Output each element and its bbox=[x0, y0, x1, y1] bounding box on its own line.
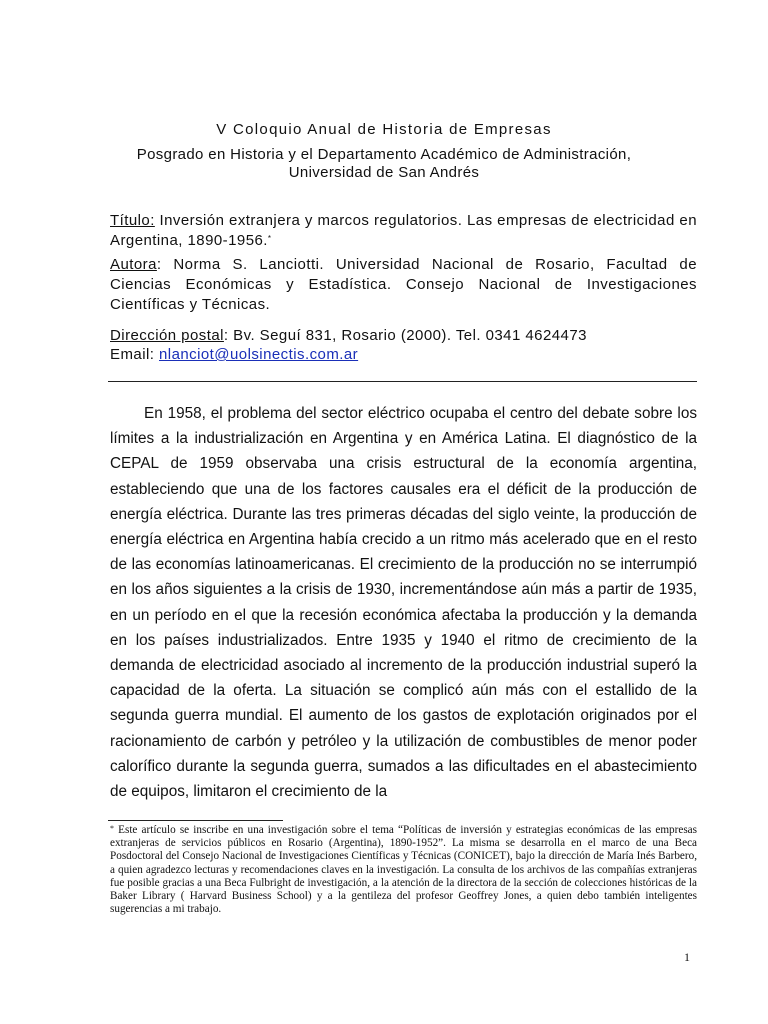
email-label: Email: bbox=[110, 346, 159, 363]
page-number: 1 bbox=[684, 950, 690, 964]
email-link[interactable]: nlanciot@uolsinectis.com.ar bbox=[159, 346, 359, 363]
body-paragraph: En 1958, el problema del sector eléctrico ocupaba el centro del debate sobre los límites a la industrialización en Argentina y en América Latina. El diagnóstico de la CEPAL de 1959 observaba una crisis estructural de la economía argentina, estableciendo que una de los factores causales era el déficit de la producción de energía eléctrica. Durante las tres primeras décadas del siglo veinte, la producción de energía eléctrica en Argentina había crecido a un ritmo más acelerado que en el resto de las economías latinoamericanas. El crecimiento de la producción no se interrumpió en los años siguientes a la crisis de 1930, incrementándose aún más a partir de 1935, en un período en el que la recesión económica afectaba la producción y la demanda en los países industrializados. Entre 1935 y 1940 el ritmo de crecimiento de la demanda de electricidad asociado al incremento de la producción industrial superó la capacidad de la oferta. La situación se complicó aún más con el estallido de la segunda guerra mundial. El aumento de los gastos de explotación originados por el racionamiento de carbón y petróleo y la utilización de combustibles de menor poder calorífico durante la segunda guerra, sumados a las dificultades en el abastecimiento de equipos, limitaron el crecimiento de la bbox=[110, 405, 697, 801]
footnote bbox=[110, 824, 697, 916]
direccion-label: Dirección postal bbox=[110, 327, 224, 344]
contact-block bbox=[110, 326, 697, 364]
postal-address-line bbox=[110, 326, 697, 345]
paper-title-block bbox=[110, 211, 697, 251]
body-text bbox=[110, 401, 697, 804]
autora-label: Autora bbox=[110, 256, 157, 273]
titulo-label: Título: bbox=[110, 212, 155, 229]
footnote-text: Este artículo se inscribe en una investigación sobre el tema “Políticas de inversión y estrategias económicas de las empresas extranjeras de servicios públicos en Rosario (Argentina), 1890-1952”. La misma se desarrolla en el marco de una Beca Posdoctoral del Consejo Nacional de Investigaciones Científicas y Técnicas (CONICET), bajo la dirección de María Inés Barbero, a quien agradezco lecturas y recomendaciones claves en la investigación. La consulta de los archivos de las compañías extranjeras fue posible gracias a una Beca Fulbright de investigación, a la atención de la directora de la sección de colecciones históricas de la Baker Library ( Harvard Business School) y a la gentileza del profesor Geoffrey Jones, a quien debo también inteligentes sugerencias a mi trabajo. bbox=[110, 824, 697, 916]
author-affiliation: : Norma S. Lanciotti. Universidad Nacional de Rosario, Facultad de Ciencias Económicas y Estadística. Consejo Nacional de Investigaciones Científicas y Técnicas. bbox=[110, 256, 697, 313]
footnote-divider bbox=[108, 820, 283, 821]
organizer-line-2: Universidad de San Andrés bbox=[288, 164, 480, 181]
organizer-block bbox=[100, 146, 668, 182]
footnote-mark: * bbox=[110, 824, 114, 833]
organizer-line-1: Posgrado en Historia y el Departamento Académico de Administración, bbox=[136, 146, 632, 163]
footnote-paragraph bbox=[110, 824, 697, 916]
paper-title: Inversión extranjera y marcos regulatorios. Las empresas de electricidad en Argentina, 1890-1956. bbox=[110, 212, 697, 249]
email-line bbox=[110, 345, 697, 364]
conference-title: V Coloquio Anual de Historia de Empresas bbox=[216, 121, 552, 138]
postal-address: : Bv. Seguí 831, Rosario (2000). Tel. 0341 4624473 bbox=[223, 327, 587, 344]
header-divider bbox=[108, 381, 697, 382]
title-footnote-mark: * bbox=[267, 234, 272, 243]
author-block bbox=[110, 255, 697, 315]
